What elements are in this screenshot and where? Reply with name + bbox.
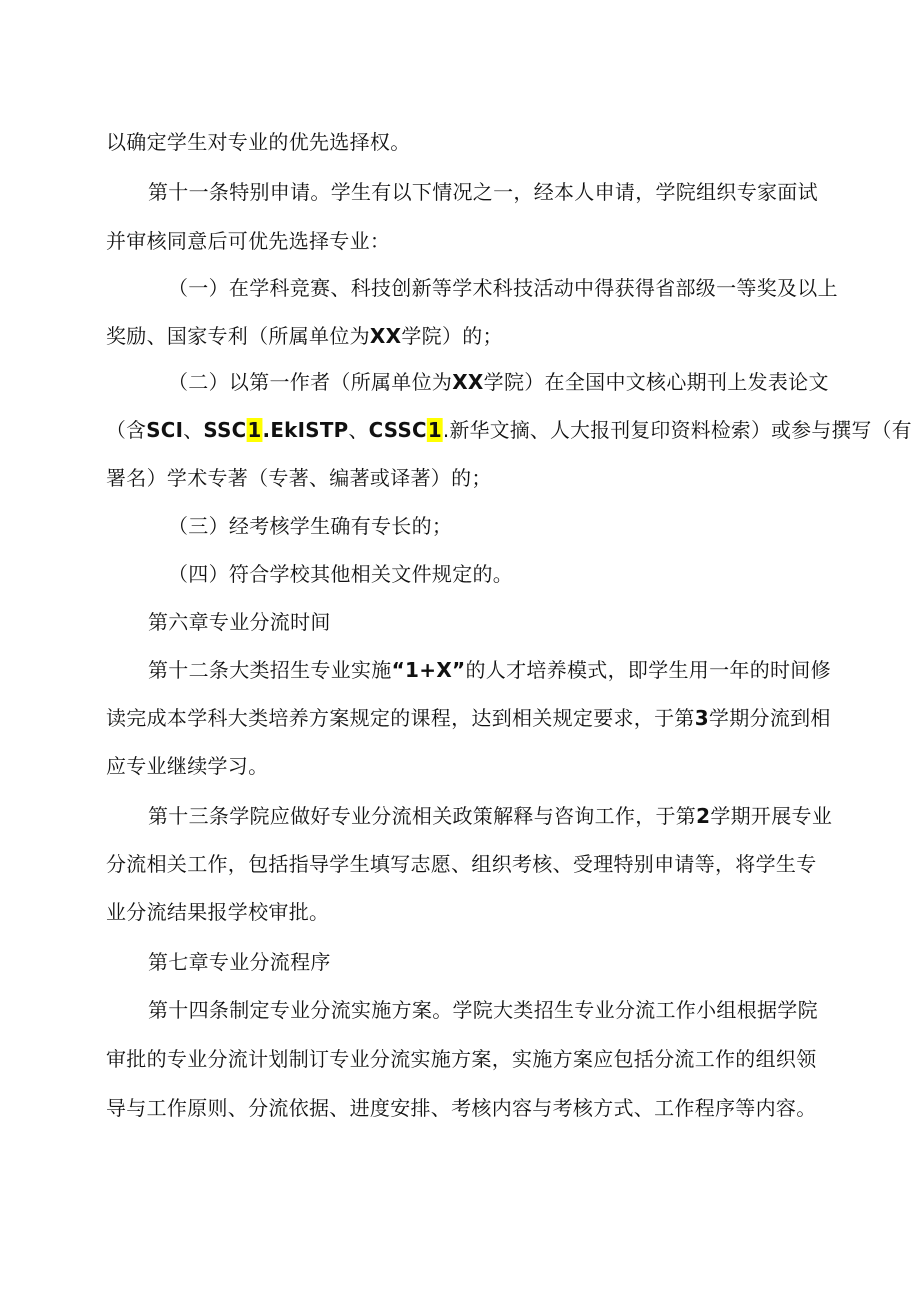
text: 学院）的； — [401, 324, 503, 348]
item-1-line-1 — [168, 276, 838, 300]
item-1-line-2 — [106, 324, 503, 348]
item-2-line-1 — [168, 370, 829, 394]
text: 第六章专业分流时间 — [148, 610, 331, 634]
article-14-line-2 — [106, 1047, 817, 1071]
text: 第七章专业分流程序 — [148, 950, 331, 974]
text-bold: XX — [452, 370, 484, 394]
text: （含 — [106, 418, 147, 442]
text: 审批的专业分流计划制订专业分流实施方案，实施方案应包括分流工作的组织领 — [106, 1047, 817, 1071]
text-bold: SSC — [203, 418, 247, 442]
item-3-line-1 — [168, 514, 452, 538]
text: 分流相关工作，包括指导学生填写志愿、组织考核、受理特别申请等，将学生专 — [106, 852, 817, 876]
text: 以确定学生对专业的优先选择权。 — [106, 130, 411, 154]
text: 业分流结果报学校审批。 — [106, 900, 330, 924]
text: 署名）学术专著（专著、编著或译著）的； — [106, 466, 492, 490]
chapter-6-heading — [148, 610, 331, 634]
item-4-line-1 — [168, 562, 513, 586]
text-bold: .EkISTP — [262, 418, 349, 442]
article-12-line-3 — [106, 754, 268, 778]
text: 第十四条制定专业分流实施方案。学院大类招生专业分流工作小组根据学院 — [148, 998, 818, 1022]
chapter-7-heading — [148, 950, 331, 974]
text: 第十一条特别申请。学生有以下情况之一，经本人申请，学院组织专家面试 — [148, 180, 818, 204]
text-bold: SCI — [146, 418, 184, 442]
text: .新华文摘、人大报刊复印资料检索）或参与撰写（有 — [442, 418, 912, 442]
paragraph-line — [106, 130, 411, 154]
text-bold: 2 — [696, 804, 711, 828]
text: 的人才培养模式，即学生用一年的时间修 — [465, 658, 831, 682]
text: （三）经考核学生确有专长的； — [168, 514, 453, 538]
text-bold: CSSC — [368, 418, 427, 442]
article-11-line-2 — [106, 229, 390, 253]
text: 读完成本学科大类培养方案规定的课程，达到相关规定要求，于第 — [106, 706, 695, 730]
highlighted-text: 1 — [247, 418, 262, 442]
text: 学期开展专业 — [710, 804, 833, 828]
text: 第十三条学院应做好专业分流相关政策解释与咨询工作，于第 — [148, 804, 697, 828]
text: 并审核同意后可优先选择专业： — [106, 229, 391, 253]
article-14-line-3 — [106, 1096, 817, 1120]
article-14-line-1 — [148, 998, 818, 1022]
text: 、 — [183, 418, 204, 442]
article-13-line-1 — [148, 804, 832, 828]
item-2-line-2 — [106, 418, 912, 442]
item-2-line-3 — [106, 466, 492, 490]
text: 学期分流到相 — [708, 706, 831, 730]
highlighted-text: 1 — [427, 418, 442, 442]
article-12-line-2 — [106, 706, 831, 730]
text: 奖励、国家专利（所属单位为 — [106, 324, 370, 348]
text: 应专业继续学习。 — [106, 754, 269, 778]
text: 学院）在全国中文核心期刊上发表论文 — [483, 370, 829, 394]
text: （四）符合学校其他相关文件规定的。 — [168, 562, 514, 586]
text: 第十二条大类招生专业实施 — [148, 658, 392, 682]
text: （二）以第一作者（所属单位为 — [168, 370, 453, 394]
text: 、 — [348, 418, 369, 442]
article-11-line-1 — [148, 180, 818, 204]
text-bold: 3 — [694, 706, 709, 730]
text-bold: XX — [369, 324, 402, 348]
text: 导与工作原则、分流依据、进度安排、考核内容与考核方式、工作程序等内容。 — [106, 1096, 817, 1120]
article-13-line-3 — [106, 900, 329, 924]
text-bold: “1+X” — [391, 658, 466, 682]
article-13-line-2 — [106, 852, 817, 876]
text: （一）在学科竞赛、科技创新等学术科技活动中得获得省部级一等奖及以上 — [168, 276, 838, 300]
article-12-line-1 — [148, 658, 831, 682]
